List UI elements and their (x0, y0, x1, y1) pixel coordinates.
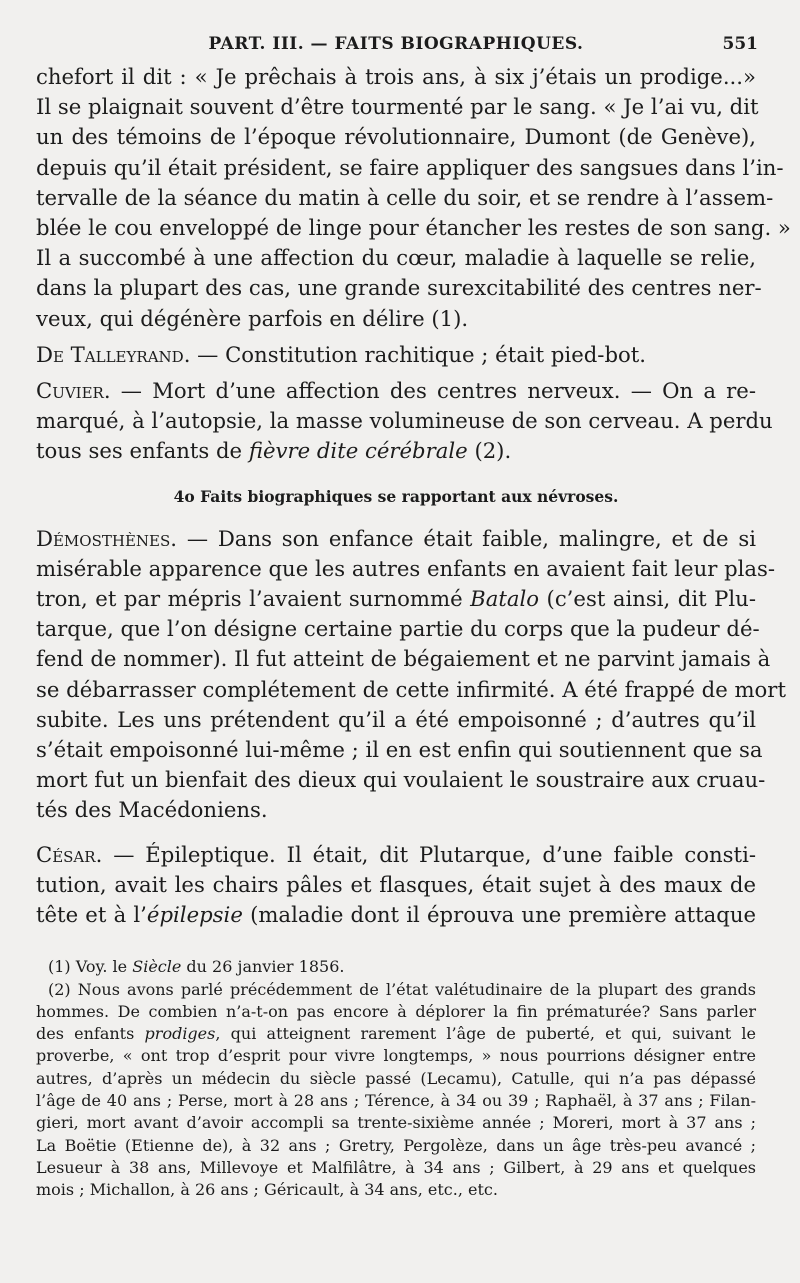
italic-term: Batalo (470, 586, 540, 612)
text-line: Il a succombé à une affection du cœur, maladie à laquelle se relie, (36, 245, 756, 271)
text-line (36, 436, 756, 466)
entry-text: (2). (467, 438, 512, 464)
footnote-text: (1) Voy. le (48, 957, 133, 977)
entry-text: (maladie dont il éprouva une première attaque (242, 902, 757, 928)
footnote-line: hommes. De combien n’a-t-on pas encore à déplorer la fin prématurée? Sans parler (36, 1001, 756, 1021)
footnote-text: du 26 janvier 1856. (181, 957, 345, 977)
text-line: marqué, à l’autopsie, la masse volumineuse de son cerveau. A perdu (36, 408, 773, 434)
text-line: blée le cou enveloppé de linge pour étancher les restes de son sang. » (36, 215, 791, 241)
entry-talleyrand (36, 340, 756, 370)
footnote-line: mois ; Michallon, à 26 ans ; Géricault, à 34 ans, etc., etc. (36, 1180, 498, 1200)
italic-term: fièvre dite cérébrale (248, 438, 468, 464)
footnote-line: Lesueur à 38 ans, Millevoye et Malfilâtre, à 34 ans ; Gilbert, à 29 ans et quelques (36, 1157, 756, 1177)
entry-text: — Épileptique. Il était, dit Plutarque, d’une faible consti- (102, 841, 756, 867)
page-number: 551 (722, 34, 758, 54)
entry-name: Cuvier. (36, 378, 111, 404)
text-line: un des témoins de l’époque révolutionnaire, Dumont (de Genève), (36, 124, 756, 150)
entry-text: — Constitution rachitique ; était pied-bot. (190, 341, 647, 367)
footnotes (36, 956, 756, 1201)
text-line (36, 584, 756, 614)
text-line (36, 524, 756, 554)
entry-cesar (36, 840, 756, 931)
text-line: mort fut un bienfait des dieux qui voulaient le soustraire aux cruau- (36, 767, 766, 793)
italic-term: Siècle (132, 957, 182, 977)
text-line: tervalle de la séance du matin à celle du soir, et se rendre à l’assem- (36, 184, 774, 210)
entry-demosthenes (36, 524, 786, 826)
text-line (36, 376, 756, 406)
text-line: tution, avait les chairs pâles et flasques, était sujet à des maux de (36, 871, 756, 897)
footnote-line (36, 1023, 756, 1045)
footnote-line: autres, d’après un médecin du siècle passé (Lecamu), Catulle, qui n’a pas dépassé (36, 1068, 756, 1088)
text-line: Il se plaignait souvent d’être tourmenté par le sang. « Je l’ai vu, dit (36, 94, 759, 120)
text-line (36, 840, 756, 870)
page-header (36, 30, 756, 62)
footnote-text: , qui atteignent rarement l’âge de puberté, et qui, suivant le (215, 1024, 756, 1044)
text-line: misérable apparence que les autres enfants en avaient fait leur plas- (36, 555, 776, 581)
text-line: fend de nommer). Il fut atteint de bégaiement et ne parvint jamais à (36, 646, 771, 672)
footnote-line: gieri, mort avant d’avoir accompli sa trente-sixième année ; Moreri, mort à 37 ans ; (36, 1113, 756, 1133)
entry-text: tête et à l’ (36, 902, 147, 928)
text-line: dans la plupart des cas, une grande surexcitabilité des centres ner- (36, 275, 762, 301)
footnote-line: proverbe, « ont trop d’esprit pour vivre longtemps, » nous pourrions désigner entre (36, 1046, 756, 1066)
entry-text: tous ses enfants de (36, 438, 249, 464)
entry-name: Démosthènes. (36, 525, 177, 551)
entry-text: tron, et par mépris l’avaient surnommé (36, 586, 471, 612)
italic-term: épilepsie (146, 902, 243, 928)
footnote-line: l’âge de 40 ans ; Perse, mort à 28 ans ; Térence, à 34 ou 39 ; Raphaël, à 37 ans ; Filan- (36, 1091, 756, 1111)
text-line (36, 900, 756, 930)
entry-cuvier (36, 376, 773, 467)
footnote-text: des enfants (36, 1024, 145, 1044)
footnote-line: (2) Nous avons parlé précédemment de l’état valétudinaire de la plupart des grands (48, 979, 756, 999)
text-line (36, 340, 756, 370)
text-line: depuis qu’il était président, se faire appliquer des sangsues dans l’in- (36, 154, 784, 180)
text-line: s’était empoisonné lui-même ; il en est enfin qui soutiennent que sa (36, 737, 763, 763)
text-line: tés des Macédoniens. (36, 797, 268, 823)
running-title: PART. III. — FAITS BIOGRAPHIQUES. (208, 34, 584, 54)
entry-text: — Dans son enfance était faible, malingre, et de si (177, 525, 756, 551)
subsection-title: 4o Faits biographiques se rapportant aux névroses. (173, 486, 619, 506)
text-line: subite. Les uns prétendent qu’il a été empoisonné ; d’autres qu’il (36, 706, 756, 732)
footnote-1 (36, 956, 756, 978)
text-line: veux, qui dégénère parfois en délire (1). (36, 305, 469, 331)
text-line: se débarrasser complétement de cette infirmité. A été frappé de mort (36, 676, 786, 702)
entry-text: (c’est ainsi, dit Plu- (539, 586, 756, 612)
italic-term: prodiges (144, 1024, 216, 1044)
entry-name: César. (36, 841, 103, 867)
book-page (36, 30, 791, 1202)
footnote-line: La Boëtie (Etienne de), à 32 ans ; Gretry, Pergolèze, dans un âge très-peu avancé ; (36, 1135, 756, 1155)
entry-text: — Mort d’une affection des centres nerveux. — On a re- (110, 378, 756, 404)
text-line: chefort il dit : « Je prêchais à trois ans, à six j’étais un prodige...» (36, 64, 756, 89)
entry-name: De Talleyrand. (36, 341, 191, 367)
intro-paragraph (36, 62, 791, 334)
text-line: tarque, que l’on désigne certaine partie du corps que la pudeur dé- (36, 616, 760, 642)
